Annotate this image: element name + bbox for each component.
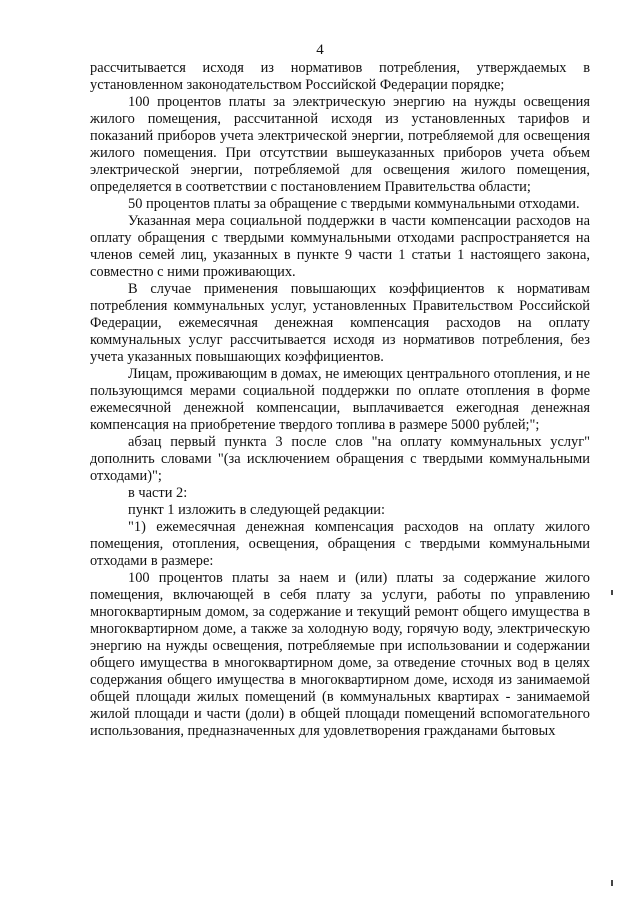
scan-mark: [611, 590, 613, 595]
paragraph: рассчитывается исходя из нормативов потребления, утверждаемых в установленном законодательством Российской Федерации порядке;: [90, 60, 590, 93]
paragraph: пункт 1 изложить в следующей редакции:: [128, 502, 385, 518]
page-number: 4: [316, 42, 324, 58]
paragraph: В случае применения повышающих коэффициентов к нормативам потребления коммунальных услуг, установленных Правительством Российской Федерации, ежемесячная денежная компенсация расходов на оплату коммунальных услуг рассчитывается исходя из нормативов потребления, без учета указанных повышающих коэффициентов.: [90, 281, 590, 365]
paragraph: Лицам, проживающим в домах, не имеющих центрального отопления, и не пользующимся мерами социальной поддержки по оплате отопления в форме ежемесячной денежной компенсации, выплачивается ежегодная денежная компенсация на приобретение твердого топлива в размере 5000 рублей;";: [90, 366, 590, 433]
paragraph: абзац первый пункта 3 после слов "на оплату коммунальных услуг" дополнить словами "(за исключением обращения с твердыми коммунальными отходами)";: [90, 434, 590, 484]
scan-mark: [611, 880, 613, 886]
paragraph: 100 процентов платы за электрическую энергию на нужды освещения жилого помещения, рассчитанной исходя из установленных тарифов и показаний приборов учета электрической энергии, потребляемой для освещения жилого помещения. При отсутствии вышеуказанных приборов учета объем электрической энергии, потребляемой для освещения жилого помещения, определяется в соответствии с постановлением Правительства области;: [90, 94, 590, 195]
paragraph: в части 2:: [128, 485, 188, 501]
paragraph: Указанная мера социальной поддержки в части компенсации расходов на оплату обращения с твердыми коммунальными отходами распространяется на членов семей лиц, указанных в пункте 9 части 1 статьи 1 настоящего закона, совместно с ними проживающих.: [90, 213, 590, 280]
paragraph: 50 процентов платы за обращение с твердыми коммунальными отходами.: [128, 196, 580, 212]
document-body: [90, 60, 590, 740]
paragraph: "1) ежемесячная денежная компенсация расходов на оплату жилого помещения, отопления, освещения, обращения с твердыми коммунальными отходами в размере:: [90, 519, 590, 569]
paragraph: 100 процентов платы за наем и (или) платы за содержание жилого помещения, включающей в себя плату за услуги, работы по управлению многоквартирным домом, за содержание и текущий ремонт общего имущества в многоквартирном доме, а также за холодную воду, горячую воду, электрическую энергию на нужды освещения, потребляемые при использовании и содержании общего имущества в многоквартирном доме, за отведение сточных вод в целях содержания общего имущества в многоквартирном доме, исходя из занимаемой общей площади жилых помещений (в коммунальных квартирах - занимаемой жилой площади и части (доли) в общей площади помещений вспомогательного использования, предназначенных для удовлетворения гражданами бытовых: [90, 570, 590, 739]
